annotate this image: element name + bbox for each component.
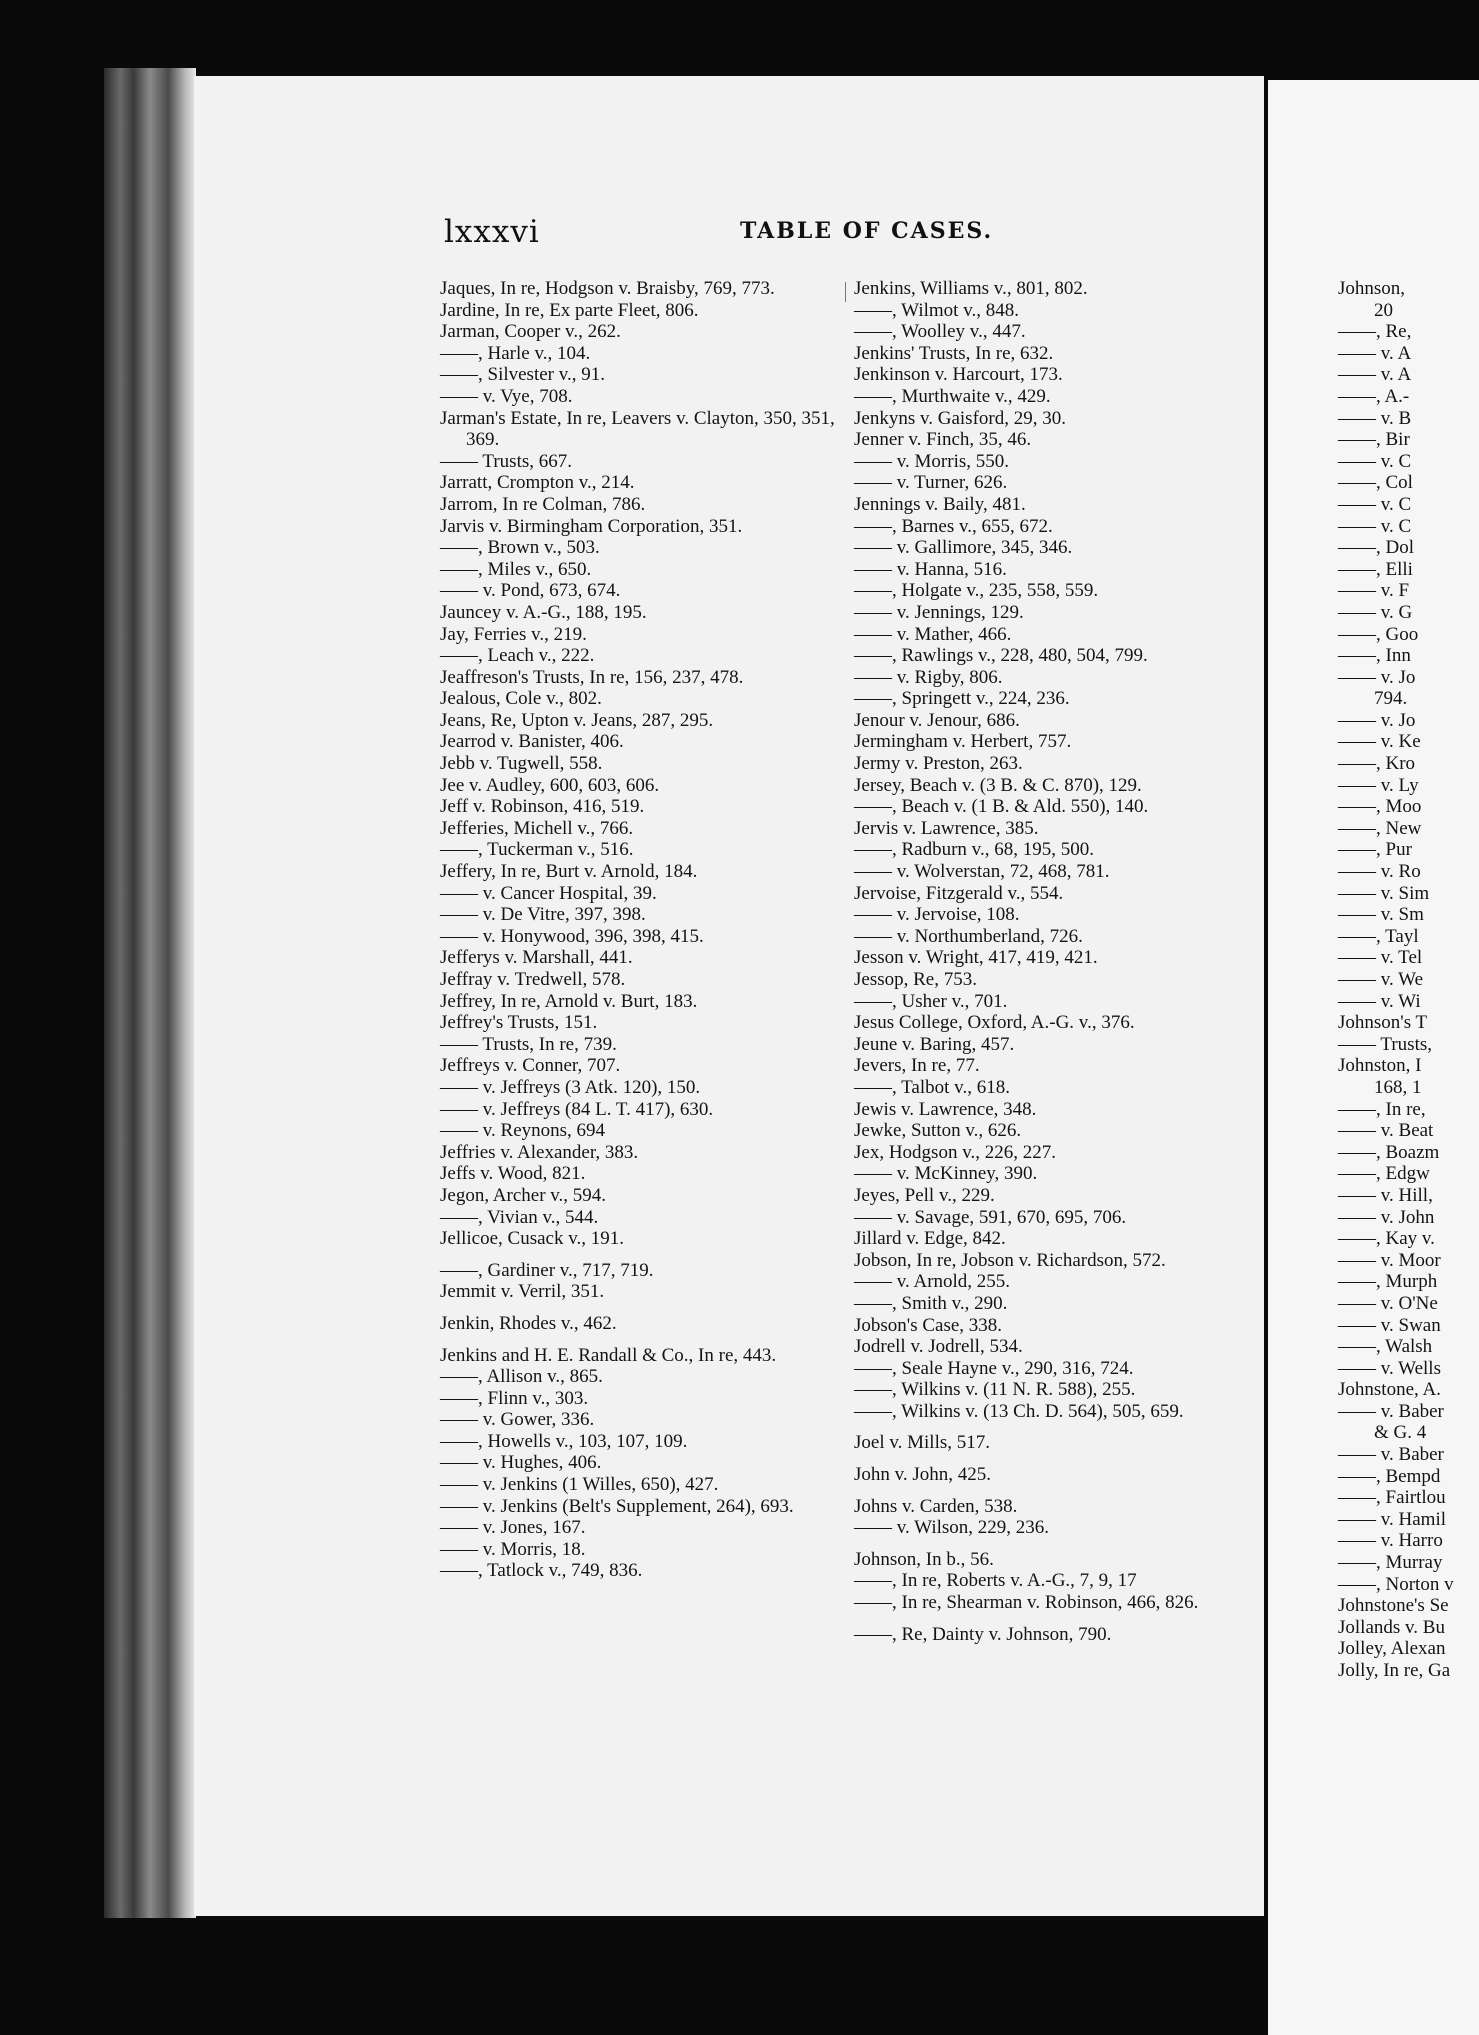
index-entry: —— v. Swan [1338,1314,1441,1336]
index-entry: —— v. Ke [1338,731,1421,753]
index-entry: & G. 4 [1374,1422,1427,1444]
index-entry: —— v. Baber [1338,1400,1444,1422]
middle-index-column [854,278,1250,1645]
index-entry: 794. [1374,688,1408,710]
index-entry: —— v. Wolverstan, 72, 468, 781. [854,861,1110,883]
index-entry: ——, Elli [1338,558,1413,580]
index-entry: Jermingham v. Herbert, 757. [854,731,1072,753]
index-entry: ——, Miles v., 650. [440,558,592,580]
index-entry: Jegon, Archer v., 594. [440,1184,607,1206]
index-entry: —— v. Wells [1338,1357,1441,1379]
index-entry: —— v. McKinney, 390. [854,1163,1038,1185]
index-entry: ——, Pur [1338,839,1412,861]
index-entry: Jearrod v. Banister, 406. [440,731,624,753]
index-entry: —— Trusts, 667. [440,450,572,472]
index-entry: ——, Beach v. (1 B. & Ald. 550), 140. [854,796,1149,818]
index-entry: ——, A.- [1338,385,1410,407]
index-entry: Johnson's T [1338,1012,1428,1034]
index-entry: Jenkin, Rhodes v., 462. [440,1312,617,1334]
index-entry: Jebb v. Tugwell, 558. [440,753,603,775]
index-entry: Jemmit v. Verril, 351. [440,1281,605,1303]
index-entry: —— v. Arnold, 255. [854,1271,1011,1293]
index-entry: Jollands v. Bu [1338,1616,1445,1638]
index-entry: —— v. Hamil [1338,1508,1447,1530]
index-entry: —— v. Wi [1338,990,1421,1012]
index-entry: Jeffreys v. Conner, 707. [440,1055,621,1077]
index-entry: ——, Talbot v., 618. [854,1076,1010,1098]
index-entry: Jenkyns v. Gaisford, 29, 30. [854,407,1066,429]
index-entry: ——, Wilkins v. (11 N. R. 588), 255. [854,1379,1136,1401]
index-entry: ——, Tatlock v., 749, 836. [440,1560,643,1582]
index-entry: —— v. Gallimore, 345, 346. [854,537,1073,559]
index-entry: ——, Murray [1338,1552,1443,1574]
index-entry: ——, Seale Hayne v., 290, 316, 724. [854,1357,1134,1379]
index-entry: —— v. C [1338,450,1412,472]
index-entry: —— v. We [1338,969,1424,990]
index-entry: —— v. F [1338,580,1410,602]
index-entry: —— v. Mather, 466. [854,623,1012,645]
running-title: TABLE OF CASES. [740,218,994,244]
index-entry: ——, Harle v., 104. [440,342,591,364]
index-entry: Jarrom, In re Colman, 786. [440,493,646,515]
index-entry: Jarratt, Crompton v., 214. [440,472,635,494]
index-entry: ——, Silvester v., 91. [440,364,606,386]
index-entry: Jefferies, Michell v., 766. [440,817,634,839]
index-entry: ——, Radburn v., 68, 195, 500. [854,839,1094,861]
index-entry: ——, Walsh [1338,1336,1433,1358]
column-divider [845,282,846,302]
index-entry: —— v. Hughes, 406. [440,1452,602,1474]
index-entry: Jervoise, Fitzgerald v., 554. [854,882,1064,904]
index-entry: —— v. De Vitre, 397, 398. [440,904,646,926]
index-entry: Jealous, Cole v., 802. [440,688,602,710]
index-entry: Jee v. Audley, 600, 603, 606. [440,774,660,796]
index-entry: —— v. John [1338,1206,1435,1228]
index-entry: ——, Murph [1338,1271,1438,1293]
index-entry: —— v. Beat [1338,1120,1434,1142]
index-entry: ——, Vivian v., 544. [440,1206,599,1228]
index-entry: ——, In re, Shearman v. Robinson, 466, 826. [854,1592,1199,1614]
index-entry: —— v. Baber [1338,1444,1444,1466]
index-entry: Jewke, Sutton v., 626. [854,1120,1022,1142]
index-entry: Johnson, In b., 56. [854,1548,994,1570]
book-spine-edge [104,68,196,1918]
index-entry: Jex, Hodgson v., 226, 227. [854,1141,1056,1163]
left-index-column [440,278,836,1582]
index-entry: Jeune v. Baring, 457. [854,1033,1015,1055]
index-entry: —— v. Ly [1338,774,1419,796]
index-entry: John v. John, 425. [854,1464,992,1486]
index-entry: Jolley, Alexan [1338,1638,1446,1660]
index-entry: ——, Re, [1338,321,1412,343]
index-entry: —— v. Tel [1338,947,1423,969]
index-entry: Jeaffreson's Trusts, In re, 156, 237, 478. [440,666,744,688]
index-entry: Johnstone, A. [1338,1379,1441,1401]
index-entry: ——, Tuckerman v., 516. [440,839,634,861]
index-entry: Jenkins, Williams v., 801, 802. [854,278,1088,299]
index-entry: ——, Wilkins v. (13 Ch. D. 564), 505, 659. [854,1400,1184,1422]
index-entry: —— v. A [1338,342,1412,364]
index-entry: ——, Flinn v., 303. [440,1387,589,1409]
index-entry: ——, Col [1338,472,1413,494]
index-entry: Jenkins and H. E. Randall & Co., In re, 443. [440,1344,777,1366]
index-entry: Jenkins' Trusts, In re, 632. [854,342,1054,364]
index-entry: ——, Re, Dainty v. Johnson, 790. [854,1623,1112,1645]
index-entry: —— v. O'Ne [1338,1292,1438,1314]
index-entry: —— v. Morris, 18. [440,1538,586,1560]
index-entry: ——, Boazm [1338,1141,1440,1163]
index-entry: ——, Holgate v., 235, 558, 559. [854,580,1099,602]
index-entry: —— v. Cancer Hospital, 39. [440,882,657,904]
index-entry: —— v. B [1338,407,1412,429]
index-entry: Joel v. Mills, 517. [854,1432,990,1454]
index-entry: Jarvis v. Birmingham Corporation, 351. [440,515,743,537]
index-entry: —— v. Jeffreys (84 L. T. 417), 630. [440,1098,714,1120]
index-entry: Jeffrey's Trusts, 151. [440,1012,598,1034]
index-entry: —— v. Jeffreys (3 Atk. 120), 150. [440,1076,701,1098]
index-entry: ——, Leach v., 222. [440,645,595,667]
index-entry: Jewis v. Lawrence, 348. [854,1098,1037,1120]
index-entry: Jeffries v. Alexander, 383. [440,1141,639,1163]
index-entry: Jermy v. Preston, 263. [854,753,1023,775]
index-entry: Jarman, Cooper v., 262. [440,321,621,343]
index-entry: Jaques, In re, Hodgson v. Braisby, 769, 773. [440,278,775,299]
index-entry: ——, Howells v., 103, 107, 109. [440,1430,688,1452]
index-entry: ——, In re, Roberts v. A.-G., 7, 9, 17 [854,1570,1137,1592]
index-entry: Jardine, In re, Ex parte Fleet, 806. [440,299,699,321]
index-entry: ——, Fairtlou [1338,1487,1446,1509]
index-entry: —— v. Ro [1338,861,1421,883]
index-entry: Jeffs v. Wood, 821. [440,1163,586,1185]
index-entry: Jobson's Case, 338. [854,1314,1003,1336]
index-entry: ——, Barnes v., 655, 672. [854,515,1053,537]
index-entry: —— v. Rigby, 806. [854,666,1003,688]
index-entry: —— v. Jones, 167. [440,1517,586,1539]
index-entry: Jersey, Beach v. (3 B. & C. 870), 129. [854,774,1142,796]
index-entry: —— v. Jenkins (1 Willes, 650), 427. [440,1474,719,1496]
index-entry: Jeyes, Pell v., 229. [854,1184,995,1206]
index-entry: —— v. Reynons, 694 [440,1120,606,1142]
index-entry: ——, New [1338,817,1422,839]
index-entry: Jenner v. Finch, 35, 46. [854,429,1032,451]
index-entry: —— v. Sm [1338,904,1424,926]
index-entry: —— v. Harro [1338,1530,1443,1552]
index-entry: Johnstone's Se [1338,1595,1449,1617]
index-entry: ——, Goo [1338,623,1419,645]
index-entry: —— v. Moor [1338,1249,1441,1271]
index-entry: ——, Usher v., 701. [854,990,1008,1012]
index-entry: —— v. Morris, 550. [854,450,1009,472]
index-entry: Jenour v. Jenour, 686. [854,709,1020,731]
index-entry: ——, Kro [1338,753,1416,775]
index-entry: Jervis v. Lawrence, 385. [854,817,1039,839]
index-entry: —— v. Jo [1338,666,1416,688]
index-entry: Jeans, Re, Upton v. Jeans, 287, 295. [440,709,714,731]
index-entry: —— v. G [1338,601,1413,623]
index-entry: ——, Norton v [1338,1573,1454,1595]
index-entry: —— v. Jennings, 129. [854,601,1024,623]
index-entry: Johnson, [1338,278,1406,299]
index-entry: Jenkinson v. Harcourt, 173. [854,364,1063,386]
index-entry: ——, In re, [1338,1098,1426,1120]
index-entry: ——, Wilmot v., 848. [854,299,1019,321]
index-entry: Jillard v. Edge, 842. [854,1228,1006,1250]
index-entry: Jauncey v. A.-G., 188, 195. [440,601,647,623]
index-entry: —— v. Savage, 591, 670, 695, 706. [854,1206,1127,1228]
index-entry: Jennings v. Baily, 481. [854,493,1026,515]
index-entry: —— v. Vye, 708. [440,385,573,407]
index-entry: —— v. Hill, [1338,1184,1433,1206]
index-entry: ——, Allison v., 865. [440,1366,603,1388]
index-entry: Johnston, I [1338,1055,1422,1077]
index-entry: ——, Edgw [1338,1163,1430,1185]
index-entry: Jeffery, In re, Burt v. Arnold, 184. [440,861,698,883]
index-entry: —— v. Jenkins (Belt's Supplement, 264), 693. [440,1495,794,1517]
index-entry: ——, Rawlings v., 228, 480, 504, 799. [854,645,1148,667]
index-entry: ——, Kay v. [1338,1228,1435,1250]
index-entry: ——, Bempd [1338,1465,1441,1487]
index-entry: —— v. Northumberland, 726. [854,925,1083,947]
index-entry: ——, Smith v., 290. [854,1292,1008,1314]
index-entry: —— v. C [1338,515,1412,537]
index-entry: —— v. Hanna, 516. [854,558,1007,580]
index-entry: —— Trusts, [1338,1033,1432,1055]
index-entry: Jobson, In re, Jobson v. Richardson, 572. [854,1249,1166,1271]
index-entry: —— v. A [1338,364,1412,386]
index-entry: —— v. Wilson, 229, 236. [854,1517,1050,1539]
index-entry: Jellicoe, Cusack v., 191. [440,1228,624,1250]
index-entry: ——, Bir [1338,429,1410,451]
page-number: lxxxvi [444,214,540,250]
index-entry: ——, Springett v., 224, 236. [854,688,1070,710]
right-page-index-column [1338,278,1479,1682]
index-entry: ——, Moo [1338,796,1422,818]
index-entry: —— v. Sim [1338,882,1430,904]
index-entry: ——, Dol [1338,537,1414,559]
index-entry: Jolly, In re, Ga [1338,1660,1451,1681]
index-entry: 168, 1 [1374,1076,1422,1098]
index-entry: ——, Tayl [1338,925,1419,947]
index-entry: Jay, Ferries v., 219. [440,623,587,645]
index-entry: Jesson v. Wright, 417, 419, 421. [854,947,1098,969]
index-entry: —— Trusts, In re, 739. [440,1033,617,1055]
index-entry: Jarman's Estate, In re, Leavers v. Clayton, 350, 351, 369. [440,407,835,451]
index-entry: Jesus College, Oxford, A.-G. v., 376. [854,1012,1135,1034]
index-entry: —— v. Honywood, 396, 398, 415. [440,925,704,947]
index-entry: Jeffrey, In re, Arnold v. Burt, 183. [440,990,698,1012]
index-entry: Jeff v. Robinson, 416, 519. [440,796,645,818]
index-entry: —— v. Gower, 336. [440,1409,595,1431]
index-entry: —— v. Turner, 626. [854,472,1008,494]
index-entry: —— v. C [1338,493,1412,515]
index-entry: —— v. Jo [1338,709,1416,731]
index-entry: Jevers, In re, 77. [854,1055,980,1077]
index-entry: —— v. Jervoise, 108. [854,904,1020,926]
index-entry: Jeffray v. Tredwell, 578. [440,969,626,990]
index-entry: ——, Brown v., 503. [440,537,600,559]
index-entry: Jefferys v. Marshall, 441. [440,947,633,969]
index-entry: ——, Murthwaite v., 429. [854,385,1051,407]
index-entry: Jessop, Re, 753. [854,969,977,990]
index-entry: Johns v. Carden, 538. [854,1495,1018,1517]
index-entry: Jodrell v. Jodrell, 534. [854,1336,1023,1358]
index-entry: —— v. Pond, 673, 674. [440,580,621,602]
index-entry: 20 [1374,299,1393,321]
index-entry: ——, Gardiner v., 717, 719. [440,1259,654,1281]
index-entry: ——, Inn [1338,645,1411,667]
index-entry: ——, Woolley v., 447. [854,321,1026,343]
